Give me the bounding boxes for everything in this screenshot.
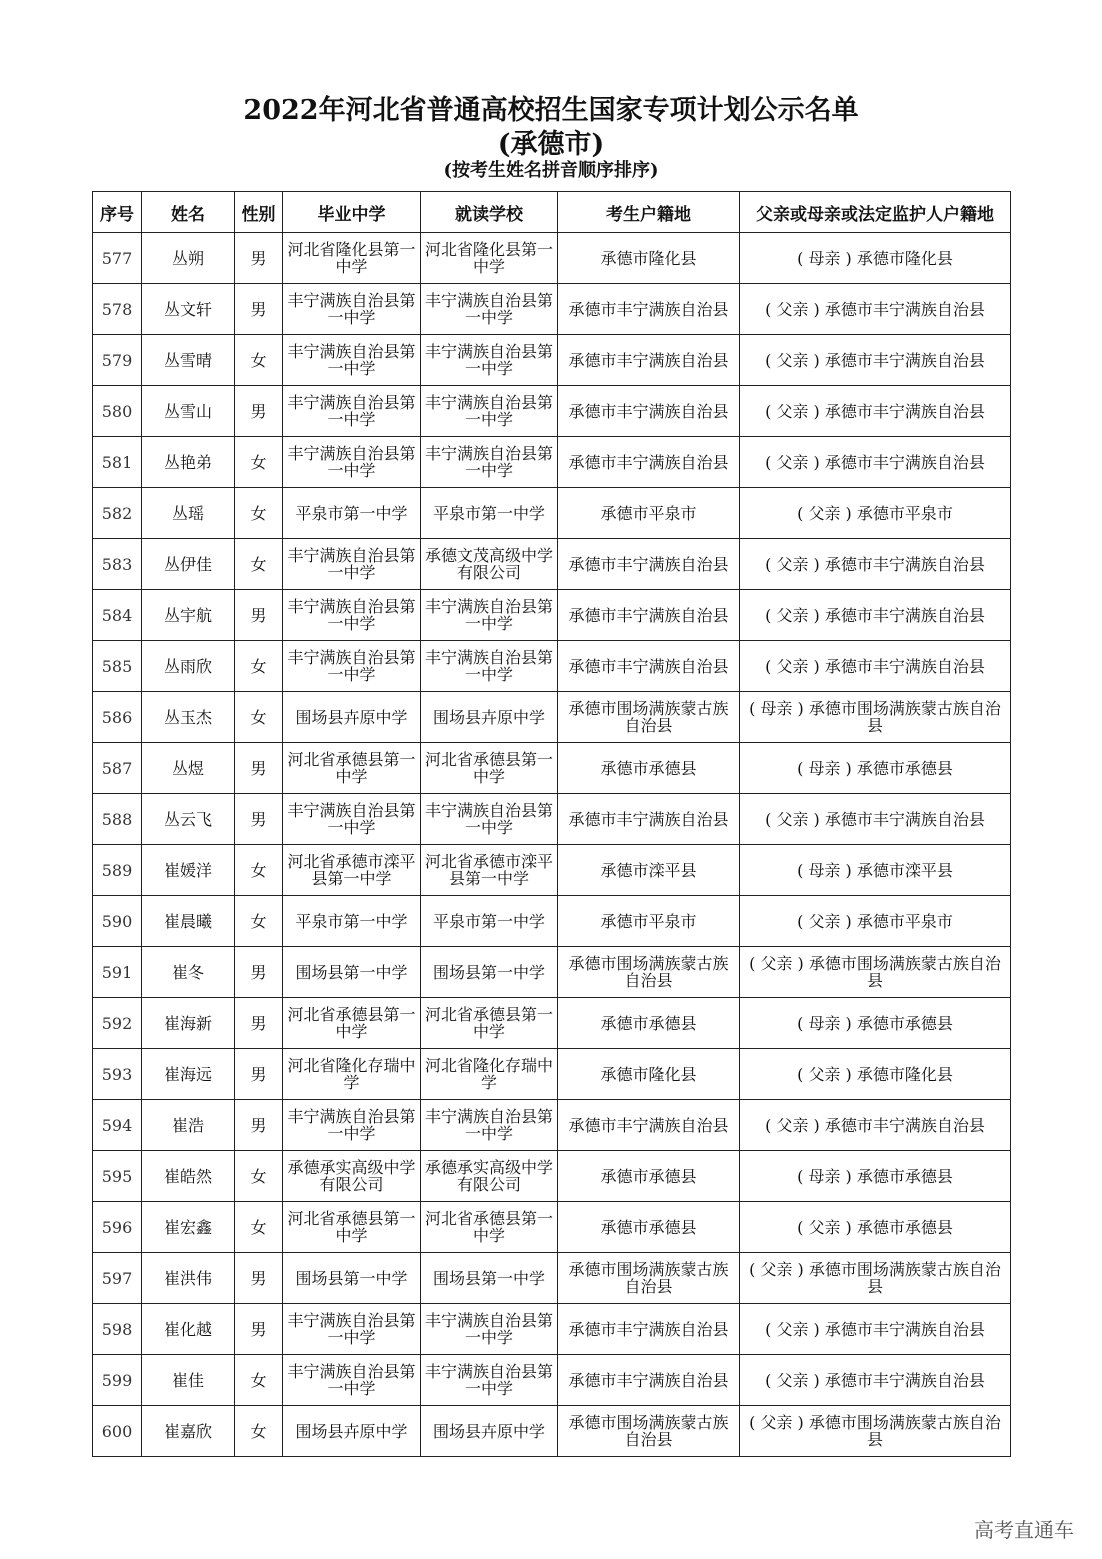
cell-index: 591	[93, 947, 142, 998]
cell-gender: 女	[235, 641, 283, 692]
cell-guardian-registration: ( 父亲 ) 承德市丰宁满族自治县	[740, 1355, 1011, 1406]
cell-guardian-registration: ( 父亲 ) 承德市承德县	[740, 1202, 1011, 1253]
cell-guardian-registration: ( 父亲 ) 承德市丰宁满族自治县	[740, 284, 1011, 335]
cell-name: 丛雪山	[142, 386, 235, 437]
cell-graduation-school: 围场县卉原中学	[283, 1406, 421, 1457]
cell-household-registration: 承德市平泉市	[558, 488, 740, 539]
cell-index: 583	[93, 539, 142, 590]
cell-gender: 男	[235, 743, 283, 794]
cell-gender: 男	[235, 386, 283, 437]
watermark-text: 高考直通车	[974, 1518, 1074, 1542]
table-row	[93, 947, 1011, 998]
cell-current-school: 围场县第一中学	[421, 1253, 558, 1304]
cell-guardian-registration: ( 父亲 ) 承德市丰宁满族自治县	[740, 590, 1011, 641]
cell-guardian-registration: ( 父亲 ) 承德市丰宁满族自治县	[740, 335, 1011, 386]
cell-graduation-school: 河北省承德市滦平县第一中学	[283, 845, 421, 896]
cell-index: 584	[93, 590, 142, 641]
cell-current-school: 丰宁满族自治县第一中学	[421, 386, 558, 437]
cell-graduation-school: 丰宁满族自治县第一中学	[283, 1304, 421, 1355]
header-gender: 性别	[235, 192, 283, 233]
cell-household-registration: 承德市承德县	[558, 998, 740, 1049]
cell-household-registration: 承德市丰宁满族自治县	[558, 590, 740, 641]
cell-gender: 女	[235, 1151, 283, 1202]
cell-graduation-school: 丰宁满族自治县第一中学	[283, 590, 421, 641]
cell-graduation-school: 河北省承德县第一中学	[283, 998, 421, 1049]
cell-guardian-registration: ( 父亲 ) 承德市围场满族蒙古族自治县	[740, 1253, 1011, 1304]
cell-index: 578	[93, 284, 142, 335]
cell-current-school: 丰宁满族自治县第一中学	[421, 437, 558, 488]
cell-guardian-registration: ( 父亲 ) 承德市围场满族蒙古族自治县	[740, 947, 1011, 998]
table-row	[93, 1151, 1011, 1202]
cell-current-school: 承德承实高级中学有限公司	[421, 1151, 558, 1202]
cell-name: 丛艳弟	[142, 437, 235, 488]
cell-gender: 男	[235, 1253, 283, 1304]
cell-current-school: 丰宁满族自治县第一中学	[421, 1355, 558, 1406]
cell-graduation-school: 河北省承德县第一中学	[283, 743, 421, 794]
cell-household-registration: 承德市围场满族蒙古族自治县	[558, 1406, 740, 1457]
table-row	[93, 1049, 1011, 1100]
cell-current-school: 围场县卉原中学	[421, 692, 558, 743]
cell-household-registration: 承德市丰宁满族自治县	[558, 1355, 740, 1406]
cell-current-school: 河北省隆化县第一中学	[421, 233, 558, 284]
cell-current-school: 丰宁满族自治县第一中学	[421, 1100, 558, 1151]
table-row	[93, 692, 1011, 743]
cell-graduation-school: 丰宁满族自治县第一中学	[283, 386, 421, 437]
cell-gender: 男	[235, 947, 283, 998]
cell-guardian-registration: ( 母亲 ) 承德市围场满族蒙古族自治县	[740, 692, 1011, 743]
table-row	[93, 998, 1011, 1049]
cell-household-registration: 承德市丰宁满族自治县	[558, 1100, 740, 1151]
cell-household-registration: 承德市隆化县	[558, 233, 740, 284]
student-roster-table	[92, 191, 1011, 1457]
cell-guardian-registration: ( 父亲 ) 承德市丰宁满族自治县	[740, 641, 1011, 692]
cell-name: 丛雪晴	[142, 335, 235, 386]
cell-gender: 女	[235, 488, 283, 539]
table-row	[93, 1406, 1011, 1457]
cell-gender: 男	[235, 233, 283, 284]
cell-name: 丛云飞	[142, 794, 235, 845]
cell-graduation-school: 丰宁满族自治县第一中学	[283, 539, 421, 590]
table-row	[93, 539, 1011, 590]
cell-household-registration: 承德市丰宁满族自治县	[558, 386, 740, 437]
cell-household-registration: 承德市承德县	[558, 1151, 740, 1202]
cell-graduation-school: 围场县卉原中学	[283, 692, 421, 743]
cell-current-school: 丰宁满族自治县第一中学	[421, 335, 558, 386]
cell-current-school: 承德文茂高级中学有限公司	[421, 539, 558, 590]
cell-index: 597	[93, 1253, 142, 1304]
table-body	[93, 233, 1011, 1457]
cell-current-school: 丰宁满族自治县第一中学	[421, 641, 558, 692]
cell-current-school: 丰宁满族自治县第一中学	[421, 284, 558, 335]
cell-name: 丛雨欣	[142, 641, 235, 692]
table-row	[93, 590, 1011, 641]
table-row	[93, 743, 1011, 794]
cell-index: 599	[93, 1355, 142, 1406]
cell-current-school: 河北省承德县第一中学	[421, 998, 558, 1049]
cell-name: 崔嘉欣	[142, 1406, 235, 1457]
document-subtitle-sort-note: (按考生姓名拼音顺序排序)	[443, 160, 659, 181]
cell-household-registration: 承德市滦平县	[558, 845, 740, 896]
cell-graduation-school: 平泉市第一中学	[283, 896, 421, 947]
cell-gender: 女	[235, 1355, 283, 1406]
cell-guardian-registration: ( 父亲 ) 承德市丰宁满族自治县	[740, 437, 1011, 488]
cell-guardian-registration: ( 母亲 ) 承德市隆化县	[740, 233, 1011, 284]
cell-household-registration: 承德市丰宁满族自治县	[558, 437, 740, 488]
cell-gender: 女	[235, 437, 283, 488]
header-current-school: 就读学校	[421, 192, 558, 233]
cell-gender: 男	[235, 1049, 283, 1100]
cell-household-registration: 承德市丰宁满族自治县	[558, 284, 740, 335]
cell-name: 崔晨曦	[142, 896, 235, 947]
cell-household-registration: 承德市围场满族蒙古族自治县	[558, 1253, 740, 1304]
cell-current-school: 丰宁满族自治县第一中学	[421, 1304, 558, 1355]
cell-gender: 女	[235, 1202, 283, 1253]
table-row	[93, 845, 1011, 896]
cell-guardian-registration: ( 母亲 ) 承德市承德县	[740, 998, 1011, 1049]
cell-graduation-school: 围场县第一中学	[283, 947, 421, 998]
cell-current-school: 河北省承德县第一中学	[421, 743, 558, 794]
cell-gender: 女	[235, 335, 283, 386]
cell-current-school: 平泉市第一中学	[421, 896, 558, 947]
cell-guardian-registration: ( 父亲 ) 承德市丰宁满族自治县	[740, 539, 1011, 590]
cell-index: 586	[93, 692, 142, 743]
cell-graduation-school: 丰宁满族自治县第一中学	[283, 794, 421, 845]
cell-current-school: 河北省承德县第一中学	[421, 1202, 558, 1253]
cell-name: 崔宏鑫	[142, 1202, 235, 1253]
cell-guardian-registration: ( 父亲 ) 承德市平泉市	[740, 488, 1011, 539]
cell-index: 594	[93, 1100, 142, 1151]
cell-graduation-school: 平泉市第一中学	[283, 488, 421, 539]
header-graduation-school: 毕业中学	[283, 192, 421, 233]
cell-name: 崔海新	[142, 998, 235, 1049]
cell-index: 593	[93, 1049, 142, 1100]
cell-current-school: 围场县卉原中学	[421, 1406, 558, 1457]
cell-index: 585	[93, 641, 142, 692]
cell-graduation-school: 河北省隆化县第一中学	[283, 233, 421, 284]
cell-name: 丛瑶	[142, 488, 235, 539]
cell-current-school: 河北省隆化存瑞中学	[421, 1049, 558, 1100]
cell-household-registration: 承德市承德县	[558, 1202, 740, 1253]
cell-graduation-school: 丰宁满族自治县第一中学	[283, 437, 421, 488]
cell-gender: 男	[235, 284, 283, 335]
table-row	[93, 896, 1011, 947]
cell-gender: 女	[235, 539, 283, 590]
cell-graduation-school: 围场县第一中学	[283, 1253, 421, 1304]
cell-name: 崔佳	[142, 1355, 235, 1406]
cell-index: 587	[93, 743, 142, 794]
cell-gender: 男	[235, 1100, 283, 1151]
cell-name: 崔皓然	[142, 1151, 235, 1202]
cell-index: 579	[93, 335, 142, 386]
cell-current-school: 围场县第一中学	[421, 947, 558, 998]
table-row	[93, 386, 1011, 437]
cell-index: 588	[93, 794, 142, 845]
cell-index: 577	[93, 233, 142, 284]
table-row	[93, 1355, 1011, 1406]
cell-guardian-registration: ( 父亲 ) 承德市平泉市	[740, 896, 1011, 947]
cell-graduation-school: 丰宁满族自治县第一中学	[283, 284, 421, 335]
cell-name: 丛伊佳	[142, 539, 235, 590]
cell-name: 丛文轩	[142, 284, 235, 335]
header-household-registration: 考生户籍地	[558, 192, 740, 233]
cell-guardian-registration: ( 父亲 ) 承德市丰宁满族自治县	[740, 386, 1011, 437]
table-row	[93, 284, 1011, 335]
header-guardian-registration: 父亲或母亲或法定监护人户籍地	[740, 192, 1011, 233]
document-title: 2022年河北省普通高校招生国家专项计划公示名单	[243, 95, 859, 126]
cell-gender: 女	[235, 896, 283, 947]
cell-household-registration: 承德市丰宁满族自治县	[558, 794, 740, 845]
cell-current-school: 丰宁满族自治县第一中学	[421, 794, 558, 845]
header-name: 姓名	[142, 192, 235, 233]
cell-graduation-school: 丰宁满族自治县第一中学	[283, 1355, 421, 1406]
cell-name: 崔化越	[142, 1304, 235, 1355]
cell-graduation-school: 承德承实高级中学有限公司	[283, 1151, 421, 1202]
cell-household-registration: 承德市隆化县	[558, 1049, 740, 1100]
cell-gender: 男	[235, 998, 283, 1049]
table-row	[93, 794, 1011, 845]
table-row	[93, 1202, 1011, 1253]
cell-gender: 女	[235, 692, 283, 743]
cell-index: 590	[93, 896, 142, 947]
cell-name: 丛玉杰	[142, 692, 235, 743]
cell-graduation-school: 河北省隆化存瑞中学	[283, 1049, 421, 1100]
table-row	[93, 233, 1011, 284]
cell-graduation-school: 丰宁满族自治县第一中学	[283, 1100, 421, 1151]
cell-index: 580	[93, 386, 142, 437]
document-subtitle-city: (承德市)	[497, 129, 605, 160]
cell-current-school: 河北省承德市滦平县第一中学	[421, 845, 558, 896]
cell-index: 592	[93, 998, 142, 1049]
cell-guardian-registration: ( 父亲 ) 承德市围场满族蒙古族自治县	[740, 1406, 1011, 1457]
table-row	[93, 1304, 1011, 1355]
cell-current-school: 平泉市第一中学	[421, 488, 558, 539]
cell-gender: 女	[235, 1406, 283, 1457]
cell-household-registration: 承德市围场满族蒙古族自治县	[558, 947, 740, 998]
cell-name: 崔洪伟	[142, 1253, 235, 1304]
table-row	[93, 488, 1011, 539]
cell-gender: 男	[235, 590, 283, 641]
cell-household-registration: 承德市丰宁满族自治县	[558, 641, 740, 692]
table-row	[93, 437, 1011, 488]
cell-index: 589	[93, 845, 142, 896]
cell-household-registration: 承德市承德县	[558, 743, 740, 794]
cell-household-registration: 承德市丰宁满族自治县	[558, 1304, 740, 1355]
cell-name: 丛宇航	[142, 590, 235, 641]
cell-graduation-school: 河北省承德县第一中学	[283, 1202, 421, 1253]
header-index: 序号	[93, 192, 142, 233]
table-row	[93, 1253, 1011, 1304]
cell-guardian-registration: ( 母亲 ) 承德市承德县	[740, 743, 1011, 794]
cell-index: 581	[93, 437, 142, 488]
cell-index: 582	[93, 488, 142, 539]
cell-name: 丛煜	[142, 743, 235, 794]
cell-household-registration: 承德市围场满族蒙古族自治县	[558, 692, 740, 743]
cell-name: 崔海远	[142, 1049, 235, 1100]
cell-household-registration: 承德市丰宁满族自治县	[558, 335, 740, 386]
cell-gender: 女	[235, 845, 283, 896]
cell-guardian-registration: ( 母亲 ) 承德市滦平县	[740, 845, 1011, 896]
cell-graduation-school: 丰宁满族自治县第一中学	[283, 335, 421, 386]
cell-gender: 男	[235, 1304, 283, 1355]
cell-index: 595	[93, 1151, 142, 1202]
cell-name: 崔冬	[142, 947, 235, 998]
cell-current-school: 丰宁满族自治县第一中学	[421, 590, 558, 641]
cell-guardian-registration: ( 父亲 ) 承德市隆化县	[740, 1049, 1011, 1100]
cell-guardian-registration: ( 母亲 ) 承德市承德县	[740, 1151, 1011, 1202]
cell-household-registration: 承德市平泉市	[558, 896, 740, 947]
cell-name: 崔浩	[142, 1100, 235, 1151]
cell-index: 598	[93, 1304, 142, 1355]
cell-guardian-registration: ( 父亲 ) 承德市丰宁满族自治县	[740, 1304, 1011, 1355]
table-header-row	[93, 192, 1011, 233]
cell-gender: 男	[235, 794, 283, 845]
table-row	[93, 1100, 1011, 1151]
cell-guardian-registration: ( 父亲 ) 承德市丰宁满族自治县	[740, 1100, 1011, 1151]
cell-household-registration: 承德市丰宁满族自治县	[558, 539, 740, 590]
table-row	[93, 335, 1011, 386]
cell-graduation-school: 丰宁满族自治县第一中学	[283, 641, 421, 692]
cell-name: 崔媛洋	[142, 845, 235, 896]
table-row	[93, 641, 1011, 692]
cell-index: 596	[93, 1202, 142, 1253]
cell-name: 丛朔	[142, 233, 235, 284]
cell-index: 600	[93, 1406, 142, 1457]
cell-guardian-registration: ( 父亲 ) 承德市丰宁满族自治县	[740, 794, 1011, 845]
